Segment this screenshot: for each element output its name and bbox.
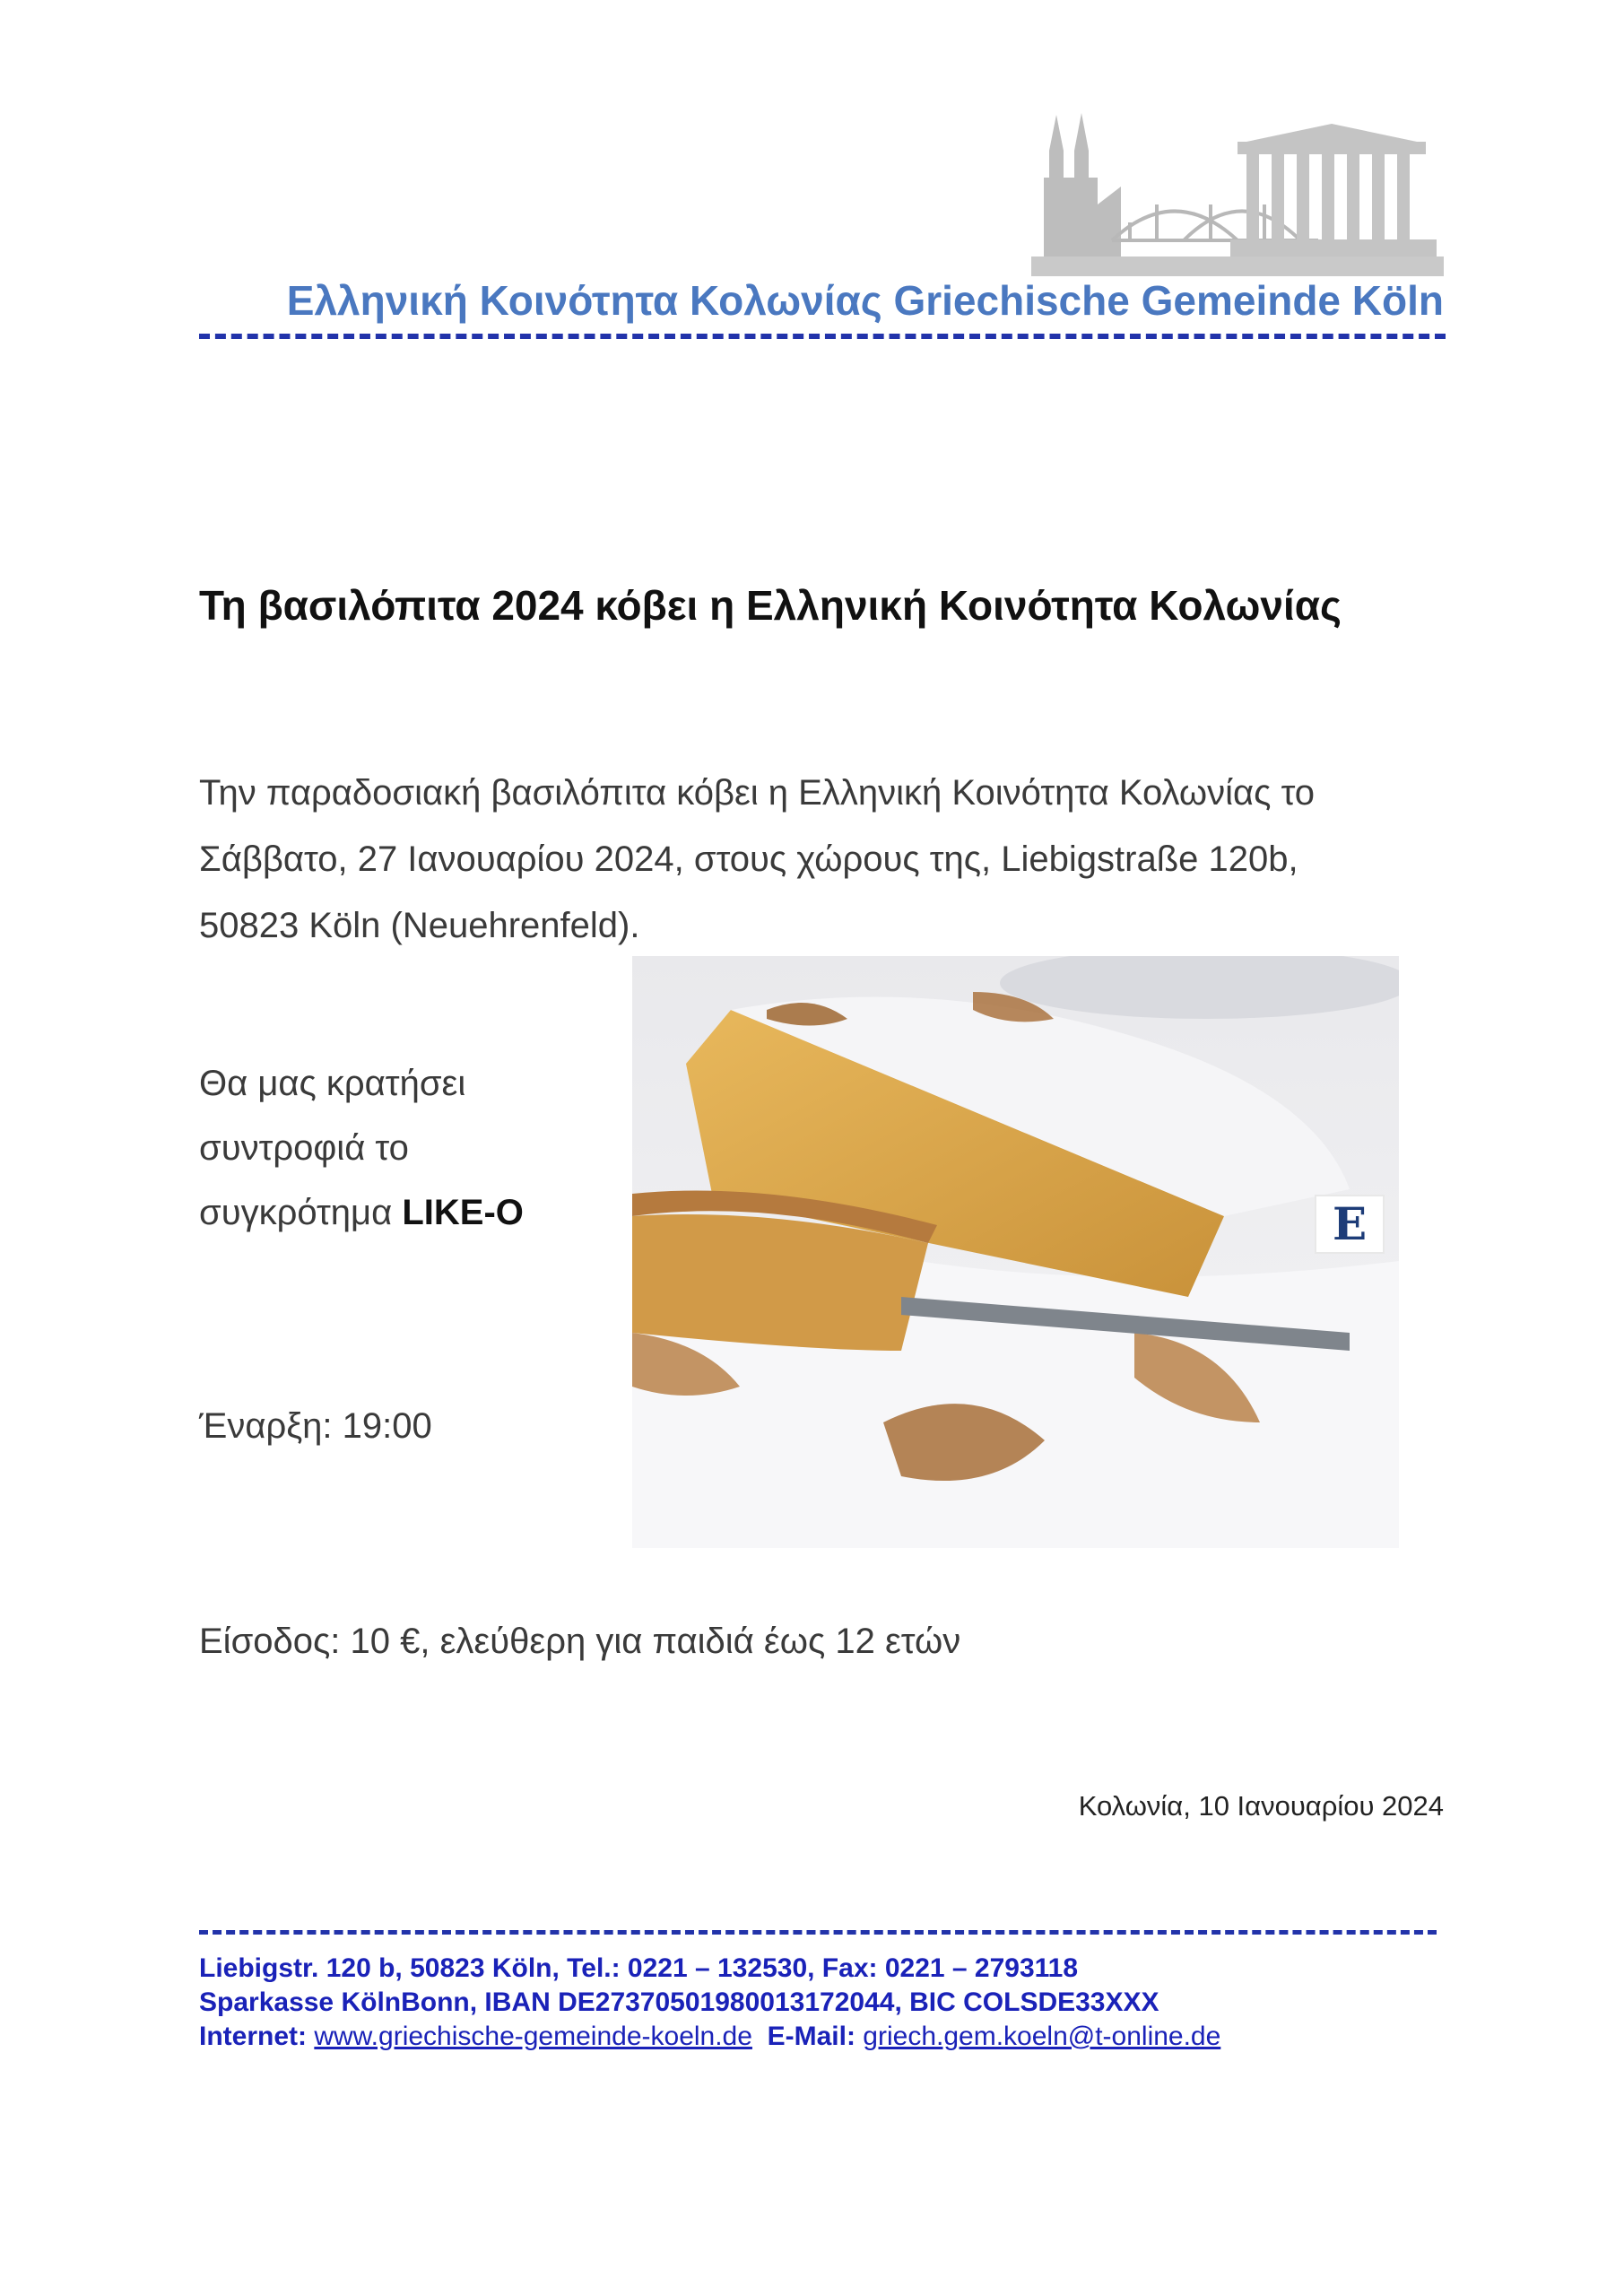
footer-address: Liebigstr. 120 b, 50823 Köln, Tel.: 0221 – 132530, Fax: 0221 – 2793118 <box>199 1953 1079 1983</box>
start-time: Έναρξη: 19:00 <box>199 1406 432 1446</box>
entry-fee: Είσοδος: 10 €, ελεύθερη για παιδιά έως 12 ετών <box>199 1622 961 1661</box>
band-line-1: Θα μας κρατήσει <box>199 1064 466 1103</box>
band-line-2: συντροφιά το <box>199 1128 409 1168</box>
photo-brand-letter: E <box>1332 1197 1368 1250</box>
parthenon-icon <box>1230 124 1437 257</box>
community-logo <box>1031 97 1444 276</box>
email-link[interactable]: griech.gem.koeln@t-online.de <box>863 2022 1221 2051</box>
intro-line-2: Σάββατο, 27 Ιανουαρίου 2024, στους χώρους της, Liebigstraße 120b, <box>199 839 1298 879</box>
header-title: Ελληνική Κοινότητα Κολωνίας Griechische Gemeinde Köln <box>286 277 1444 324</box>
date-place: Κολωνία, 10 Ιανουαρίου 2024 <box>1078 1790 1444 1822</box>
intro-line-3: 50823 Köln (Neuehrenfeld). <box>199 906 640 945</box>
bridge-icon <box>1112 204 1318 240</box>
intro-line-1: Την παραδοσιακή βασιλόπιτα κόβει η Ελληνική Κοινότητα Κολωνίας το <box>199 773 1316 813</box>
cake-image <box>632 956 1399 1548</box>
photo-brand-badge <box>1315 1195 1385 1254</box>
vasilopita-photo <box>632 956 1399 1548</box>
website-link[interactable]: www.griechische-gemeinde-koeln.de <box>314 2022 752 2051</box>
internet-label: Internet: <box>199 2022 307 2051</box>
footer-contact <box>199 2022 1220 2052</box>
email-label: E-Mail: <box>767 2022 855 2051</box>
footer-bank: Sparkasse KölnBonn, IBAN DE27370501980013172044, BIC COLSDE33XXX <box>199 1987 1159 2017</box>
band-line-3-prefix: συγκρότημα <box>199 1193 403 1232</box>
band-line-3 <box>199 1193 524 1233</box>
headline: Τη βασιλόπιτα 2024 κόβει η Ελληνική Κοινότητα Κολωνίας <box>199 582 1342 629</box>
skyline-logo-image <box>1031 97 1444 276</box>
band-name: LIKE-O <box>402 1193 524 1232</box>
cathedral-icon <box>1044 113 1121 257</box>
header-divider <box>199 334 1446 339</box>
footer-divider <box>199 1930 1437 1935</box>
